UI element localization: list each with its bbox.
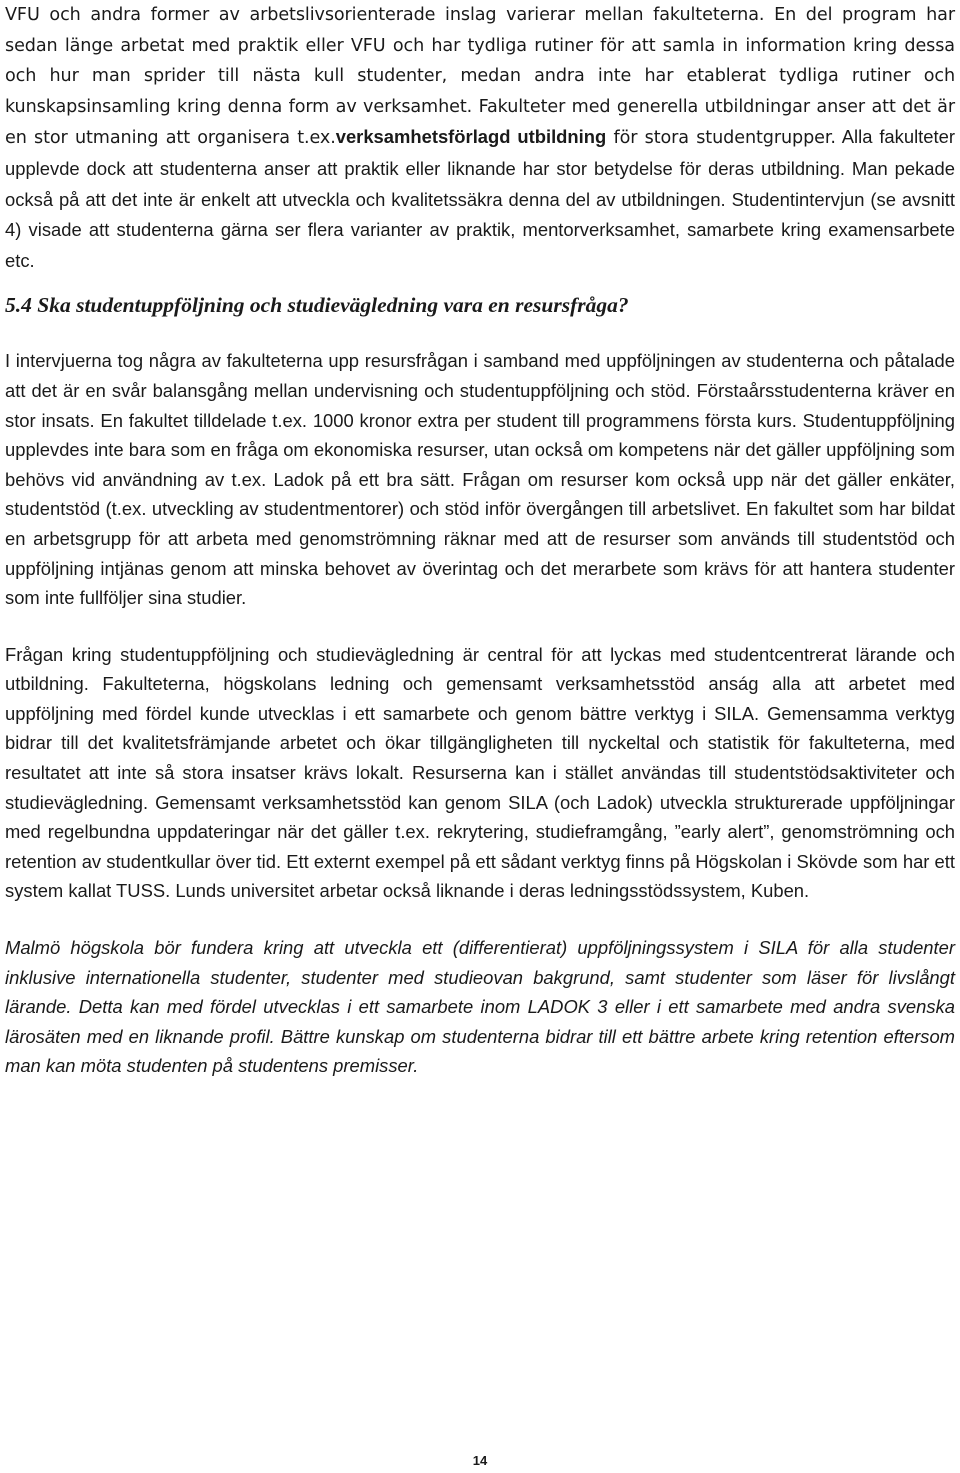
spacer [5, 320, 955, 346]
paragraph-follow-up: Frågan kring studentuppföljning och studievägledning är central för att lyckas med studentcentrerat lärande och utbildning. Fakulteterna, högskolans ledning och gemensamt verksamhetsstöd anság alla att arbetet med uppföljning med fördel kunde utvecklas i ett samarbete och genom bättre verktyg i SILA. Gemensamma verktyg bidrar till det kvalitetsfrämjande arbetet och ökar tillgängligheten till nyckeltal och statistik för fakulteterna, med resultatet att inte så stora insatser krävs lokalt. Resurserna kan i stället användas till studentstödsaktiviteter och studievägledning. Gemensamt verksamhetsstöd kan genom SILA (och Ladok) utveckla strukturerade uppföljningar med regelbundna uppdateringar när det gäller t.ex. rekrytering, studieframgång, ”early alert”, genomströmning och retention av studentkullar över tid. Ett externt exempel på ett sådant verktyg finns på Högskolan i Skövde som har ett system kallat TUSS. Lunds universitet arbetar också liknande i deras ledningsstödssystem, Kuben. [5, 643, 955, 902]
spacer [5, 276, 955, 290]
paragraph-recommendation: Malmö högskola bör fundera kring att utveckla ett (differentierat) uppföljningssystem i SILA för alla studenter inklusive internationella studenter, studenter med studieovan bakgrund, samt studenter som läser för livslångt lärande. Detta kan med fördel utvecklas i ett samarbete inom LADOK 3 eller i ett samarbete med andra svenska lärosäten med en liknande profil. Bättre kunskap om studenterna bidrar till ett bättre arbete kring retention eftersom man kan möta studenten på studentens premisser. [5, 937, 955, 1077]
paragraph-vfu-bold-term: verksamhetsförlagd utbildning [335, 126, 607, 148]
page-number: 14 [472, 1453, 488, 1468]
paragraph-vfu [5, 0, 955, 276]
section-heading: 5.4 Ska studentuppföljning och studievägledning vara en resursfråga? [5, 293, 629, 318]
spacer [5, 613, 955, 640]
paragraph-resources: I intervjuerna tog några av fakulteterna upp resursfrågan i samband med uppföljningen av studenterna och påtalade att det är en svår balansgång mellan undervisning och studentuppföljning och stöd. Förstaårsstudenterna kräver en stor insats. En fakultet tilldelade t.ex. 1000 kronor extra per student till programmens första kurs. Studentuppföljning upplevdes inte bara som en fråga om ekonomiska resurser, utan också om kompetens när det gäller uppföljning som behövs vid användning av t.ex. Ladok på ett bra sätt. Frågan om resurser kom också upp när det gäller enkäter, studentstöd (t.ex. utveckling av studentmentorer) och stöd inför övergången till arbetslivet. En fakultet som har bildat en arbetsgrupp för att arbeta med genomströmning räknar med att de resurser som används till studentstöd och uppföljning intjänas genom att minska behovet av överintag och det merarbete som krävs för att hantera studenter som inte fullföljer sina studier. [5, 350, 955, 609]
document-page [5, 0, 955, 1081]
spacer [5, 906, 955, 933]
paragraph-vfu-rest: Alla fakulteter upplevde dock att studenterna anser att praktik eller liknande har stor betydelse för deras utbildning. Man pekade också på att det inte är enkelt att utveckla och kvalitetssäkra denna del av utbildningen. Studentintervjun (se avsnitt 4) visade att studenterna gärna ser flera varianter av praktik, mentorverksamhet, samarbete kring examensarbete etc. [5, 126, 955, 271]
paragraph-vfu-intro: VFU och andra former av arbetslivsorienterade inslag varierar mellan fakulteterna. En del program har sedan länge arbetat med praktik eller VFU och har tydliga rutiner för att samla in information kring dessa och hur man sprider till nästa kull studenter, medan andra inte har etablerat tydliga rutiner och kunskapsinsamling kring denna form av verksamhet. Fakulteter med generella utbildningar anser att det är en stor utmaning att organisera t.ex. [5, 5, 955, 149]
paragraph-vfu-mid: för stora studentgrupper. [606, 128, 836, 149]
